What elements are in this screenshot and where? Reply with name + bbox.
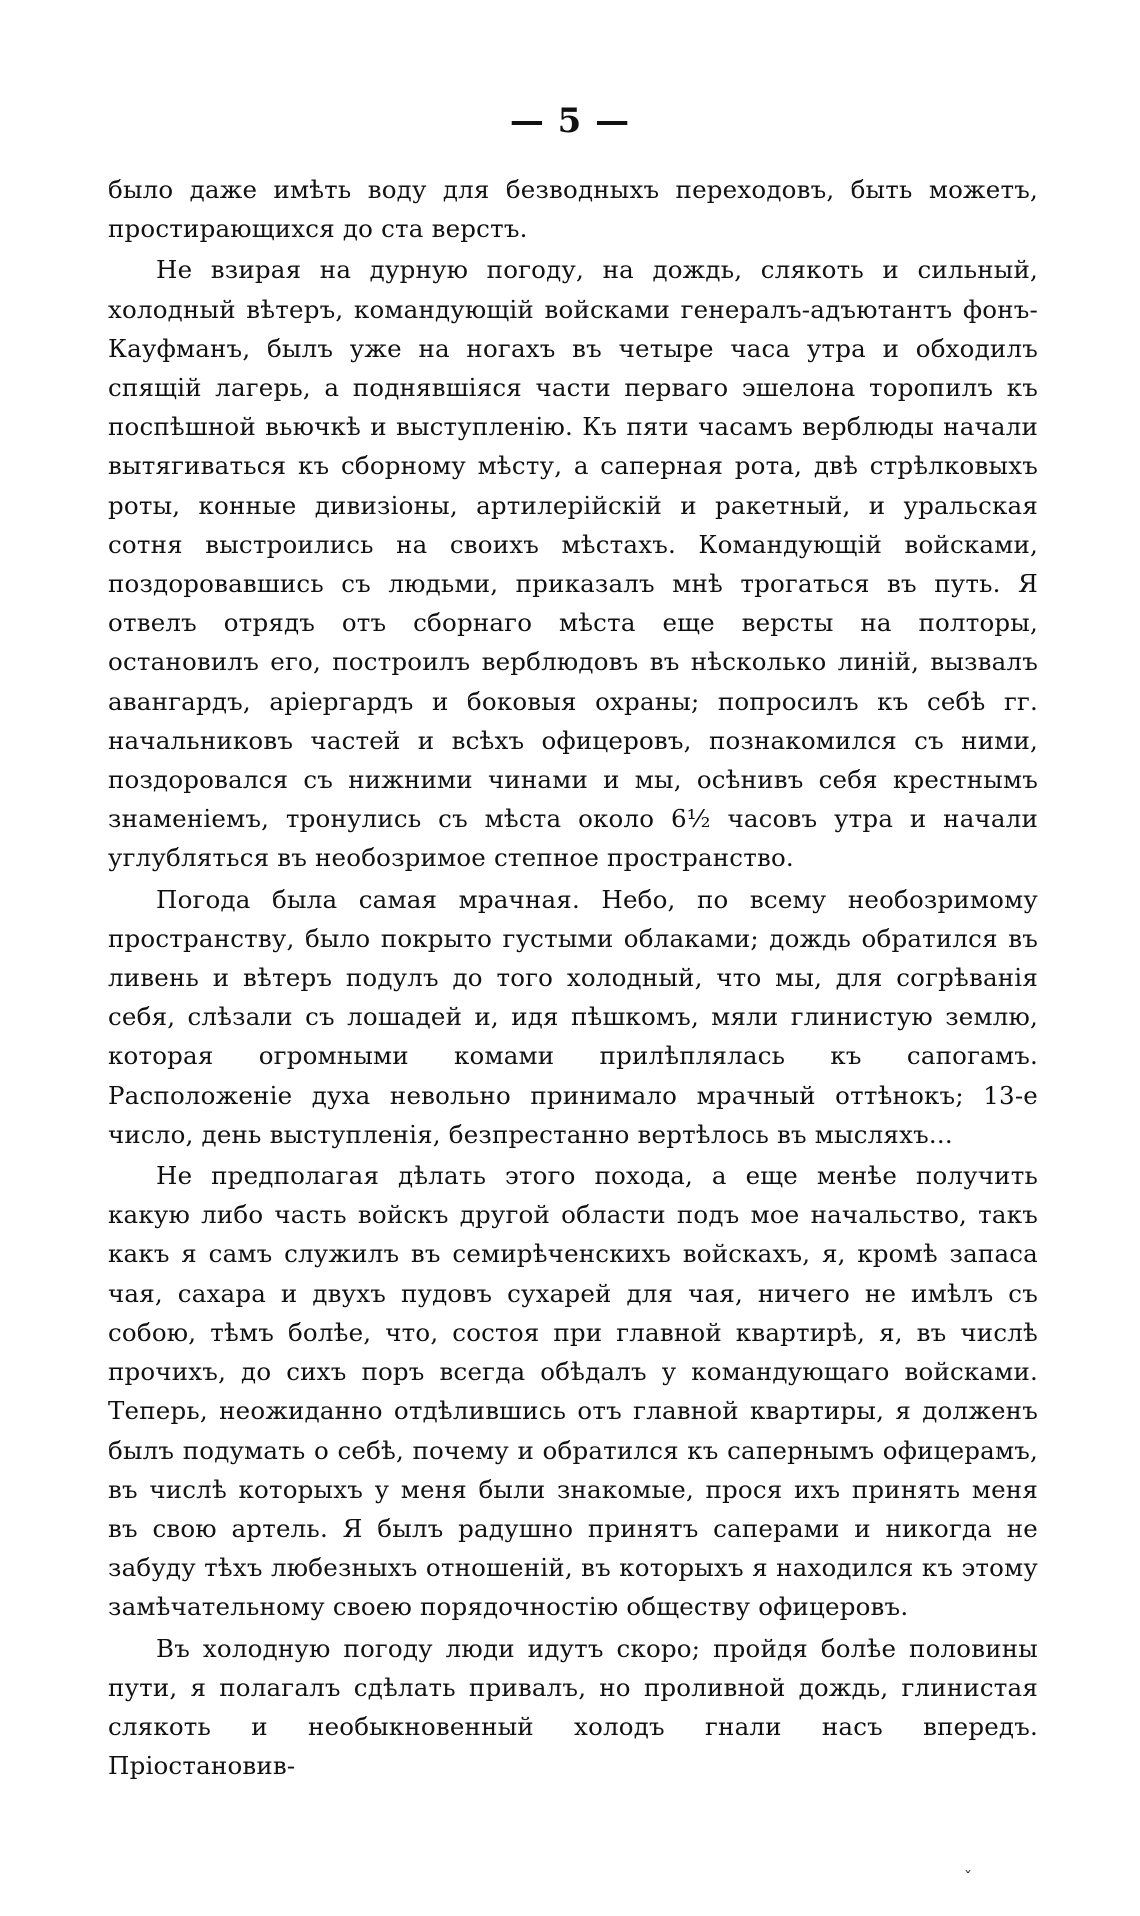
paragraph-5: Въ холодную погоду люди идутъ скоро; пройдя болѣе половины пути, я полагалъ сдѣлать привалъ, но проливной дождь, глинистая слякоть и необыкновенный холодъ гнали насъ впередъ. Пріостановив-: [108, 1633, 1038, 1781]
paragraph-2: Не взирая на дурную погоду, на дождь, слякоть и сильный, холодный вѣтеръ, командующій войсками генералъ-адъютантъ фонъ-Кауфманъ, былъ уже на ногахъ въ четыре часа утра и обходилъ спящій лагерь, а поднявшіяся части перваго эшелона торопилъ къ поспѣшной вьючкѣ и выступленію. Къ пяти часамъ верблюды начали вытягиваться къ сборному мѣсту, а саперная рота, двѣ стрѣлковыхъ роты, конные дивизіоны, артилерійскій и ракетный, и уральская сотня выстроились на своихъ мѣстахъ. Командующій войсками, поздоровавшись съ людьми, приказалъ мнѣ трогаться въ путь. Я отвелъ отрядъ отъ сборнаго мѣста еще версты на полторы, остановилъ его, построилъ верблюдовъ въ нѣсколько линій, вызвалъ авангардъ, аріергардъ и боковыя охраны; попросилъ къ себѣ гг. начальниковъ частей и всѣхъ офицеровъ, познакомился съ ними, поздоровался съ нижними чинами и мы, осѣнивъ себя крестнымъ знаменіемъ, тронулись съ мѣста около 6½ часовъ утра и начали углубляться въ необозримое степное пространство.: [108, 255, 1038, 873]
paragraph-1: было даже имѣть воду для безводныхъ переходовъ, быть можетъ, простирающихся до ста верстъ.: [108, 175, 1038, 244]
paragraph-4: Не предполагая дѣлать этого похода, а еще менѣе получить какую либо часть войскъ другой области подъ мое начальство, такъ какъ я самъ служилъ въ семирѣченскихъ войскахъ, я, кромѣ запаса чая, сахара и двухъ пудовъ сухарей для чая, ничего не имѣлъ съ собою, тѣмъ болѣе, что, состоя при главной квартирѣ, я, въ числѣ прочихъ, до сихъ поръ всегда обѣдалъ у командующаго войсками. Теперь, неожиданно отдѣлившись отъ главной квартиры, я долженъ былъ подумать о себѣ, почему и обратился къ сапернымъ офицерамъ, въ числѣ которыхъ у меня были знакомые, прося ихъ принять меня въ свою артель. Я былъ радушно принятъ саперами и никогда не забуду тѣхъ любезныхъ отношеній, въ которыхъ я находился къ этому замѣчательному своею порядочностію обществу офицеровъ.: [108, 1161, 1038, 1622]
print-mark-icon: ˇ: [964, 1868, 972, 1887]
page-number: — 5 —: [509, 101, 631, 141]
paragraph-3: Погода была самая мрачная. Небо, по всему необозримому пространству, было покрыто густыми облаками; дождь обратился въ ливень и вѣтеръ подулъ до того холодный, что мы, для согрѣванія себя, слѣзали съ лошадей и, идя пѣшкомъ, мяли глинистую землю, которая огромными комами прилѣплялась къ сапогамъ. Расположеніе духа невольно принимало мрачный оттѣнокъ; 13-е число, день выступленія, безпрестанно вертѣлось въ мысляхъ...: [108, 884, 1038, 1149]
page-body: [108, 170, 1038, 1785]
